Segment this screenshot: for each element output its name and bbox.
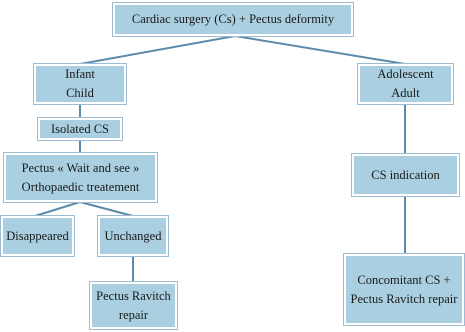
cs-indication-label: CS indication <box>371 167 440 182</box>
unchanged-label: Unchanged <box>104 228 162 243</box>
cs-indication-node <box>352 154 459 196</box>
isolated-cs-label: Isolated CS <box>51 121 109 136</box>
root-label: Cardiac surgery (Cs) + Pectus deformity <box>131 12 335 26</box>
orthopaedic-treatment-label: Orthopaedic treatement <box>21 179 140 194</box>
connector-root-infant <box>80 36 235 64</box>
child-label: Child <box>66 86 94 100</box>
unchanged-node <box>98 216 168 256</box>
wait-and-see-node <box>4 153 157 202</box>
root-node <box>113 3 353 36</box>
infant-child-node <box>34 64 126 104</box>
adolescent-adult-node <box>358 64 453 104</box>
connector-root-adolescent <box>235 36 405 64</box>
connector-waitandsee-disappeared <box>35 202 80 216</box>
adolescent-label: Adolescent <box>377 67 434 81</box>
pectus-ravitch-repair-node <box>90 282 177 329</box>
disappeared-node <box>1 216 74 256</box>
repair-label: repair <box>118 307 149 322</box>
infant-label: Infant <box>65 67 95 81</box>
pectus-ravitch-label: Pectus Ravitch <box>96 288 171 303</box>
adult-label: Adult <box>391 86 420 100</box>
disappeared-label: Disappeared <box>6 228 69 243</box>
isolated-cs-node <box>38 118 122 140</box>
concomitant-cs-node <box>344 254 464 325</box>
concomitant-cs-label: Concomitant CS + <box>357 272 451 287</box>
wait-and-see-label: Pectus « Wait and see » <box>21 160 140 175</box>
pectus-ravitch-repair-label: Pectus Ravitch repair <box>350 291 458 306</box>
connector-waitandsee-unchanged <box>80 202 133 216</box>
